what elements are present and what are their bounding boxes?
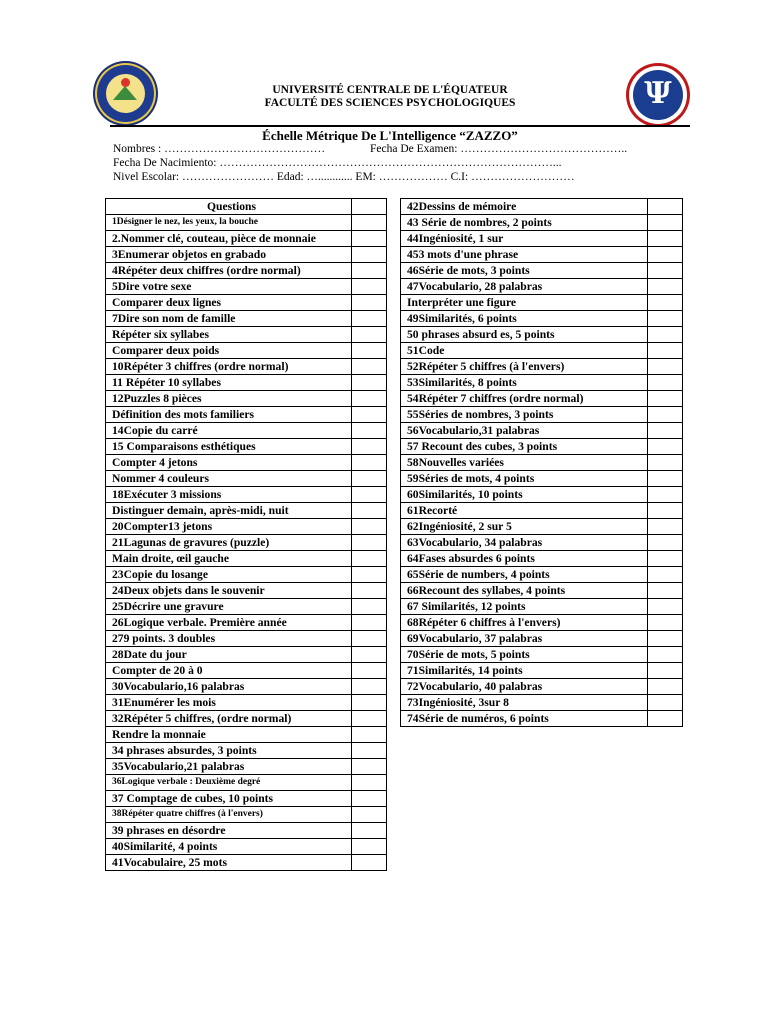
score-cell[interactable] bbox=[648, 375, 683, 391]
question-label: Rendre la monnaie bbox=[106, 727, 352, 743]
table-header-row bbox=[106, 199, 387, 215]
question-label: 50 phrases absurd es, 5 points bbox=[401, 327, 648, 343]
table-row bbox=[106, 599, 387, 615]
score-cell[interactable] bbox=[648, 503, 683, 519]
score-cell[interactable] bbox=[648, 631, 683, 647]
table-row bbox=[106, 615, 387, 631]
table-row bbox=[106, 503, 387, 519]
table-row bbox=[106, 359, 387, 375]
score-cell[interactable] bbox=[352, 439, 387, 455]
score-cell[interactable] bbox=[352, 391, 387, 407]
table-row bbox=[401, 455, 683, 471]
table-row bbox=[106, 311, 387, 327]
question-label: 21Lagunas de gravures (puzzle) bbox=[106, 535, 352, 551]
score-cell[interactable] bbox=[648, 359, 683, 375]
score-cell[interactable] bbox=[648, 343, 683, 359]
score-cell[interactable] bbox=[648, 567, 683, 583]
score-cell[interactable] bbox=[352, 263, 387, 279]
table-row bbox=[106, 791, 387, 807]
table-row bbox=[401, 439, 683, 455]
question-label: 54Répéter 7 chiffres (ordre normal) bbox=[401, 391, 648, 407]
question-label: 64Fases absurdes 6 points bbox=[401, 551, 648, 567]
question-label: 15 Comparaisons esthétiques bbox=[106, 439, 352, 455]
table-row bbox=[106, 423, 387, 439]
question-label: Main droite, œil gauche bbox=[106, 551, 352, 567]
question-label: 23Copie du losange bbox=[106, 567, 352, 583]
score-cell[interactable] bbox=[352, 647, 387, 663]
question-label: 65Série de numbers, 4 points bbox=[401, 567, 648, 583]
table-row bbox=[106, 807, 387, 823]
score-cell[interactable] bbox=[648, 695, 683, 711]
score-cell[interactable] bbox=[648, 439, 683, 455]
table-row bbox=[401, 295, 683, 311]
table-row bbox=[106, 215, 387, 231]
table-row bbox=[106, 855, 387, 871]
question-label: Compter de 20 à 0 bbox=[106, 663, 352, 679]
question-label: 30Vocabulario,16 palabras bbox=[106, 679, 352, 695]
table-row bbox=[401, 359, 683, 375]
score-cell[interactable] bbox=[352, 727, 387, 743]
score-cell[interactable] bbox=[648, 215, 683, 231]
table-row bbox=[106, 327, 387, 343]
question-label: 2.Nommer clé, couteau, pièce de monnaie bbox=[106, 231, 352, 247]
score-cell[interactable] bbox=[648, 647, 683, 663]
questions-table-left bbox=[105, 198, 387, 871]
question-label: 279 points. 3 doubles bbox=[106, 631, 352, 647]
score-cell[interactable] bbox=[352, 247, 387, 263]
question-label: 66Recount des syllabes, 4 points bbox=[401, 583, 648, 599]
score-cell[interactable] bbox=[648, 407, 683, 423]
table-row bbox=[401, 247, 683, 263]
question-label: 57 Recount des cubes, 3 points bbox=[401, 439, 648, 455]
score-cell[interactable] bbox=[352, 519, 387, 535]
score-cell[interactable] bbox=[648, 311, 683, 327]
score-cell[interactable] bbox=[352, 695, 387, 711]
question-label: 20Compter13 jetons bbox=[106, 519, 352, 535]
question-label: 74Série de numéros, 6 points bbox=[401, 711, 648, 727]
score-cell[interactable] bbox=[352, 343, 387, 359]
score-cell[interactable] bbox=[648, 583, 683, 599]
question-label: 51Code bbox=[401, 343, 648, 359]
table-row bbox=[106, 679, 387, 695]
table-row bbox=[401, 279, 683, 295]
question-label: 24Deux objets dans le souvenir bbox=[106, 583, 352, 599]
document-title: Échelle Métrique De L'Intelligence “ZAZZO” bbox=[262, 128, 518, 143]
table-row bbox=[401, 679, 683, 695]
score-cell[interactable] bbox=[648, 279, 683, 295]
score-cell[interactable] bbox=[352, 759, 387, 775]
table-row bbox=[106, 727, 387, 743]
score-cell[interactable] bbox=[352, 487, 387, 503]
question-label: 46Série de mots, 3 points bbox=[401, 263, 648, 279]
table-row bbox=[401, 391, 683, 407]
table-row bbox=[401, 327, 683, 343]
table-row bbox=[106, 775, 387, 791]
table-row bbox=[106, 695, 387, 711]
question-label: 43 Série de nombres, 2 points bbox=[401, 215, 648, 231]
score-cell[interactable] bbox=[648, 663, 683, 679]
table-row bbox=[106, 279, 387, 295]
score-cell[interactable] bbox=[352, 791, 387, 807]
nombres-field[interactable]: Nombres : …………………………………… bbox=[113, 143, 326, 155]
table-row bbox=[106, 343, 387, 359]
table-row bbox=[401, 535, 683, 551]
table-row bbox=[401, 647, 683, 663]
score-cell[interactable] bbox=[352, 535, 387, 551]
score-cell[interactable] bbox=[352, 711, 387, 727]
table-row bbox=[106, 759, 387, 775]
question-label: 12Puzzles 8 pièces bbox=[106, 391, 352, 407]
question-label: 35Vocabulario,21 palabras bbox=[106, 759, 352, 775]
question-label: 10Répéter 3 chiffres (ordre normal) bbox=[106, 359, 352, 375]
score-cell[interactable] bbox=[352, 615, 387, 631]
score-cell[interactable] bbox=[352, 455, 387, 471]
score-cell[interactable] bbox=[352, 807, 387, 823]
university-name: UNIVERSITÉ CENTRALE DE L'ÉQUATEUR bbox=[272, 84, 508, 96]
psi-glyph: Ψ bbox=[644, 76, 672, 111]
table-row bbox=[401, 263, 683, 279]
table-row bbox=[401, 567, 683, 583]
score-cell[interactable] bbox=[648, 519, 683, 535]
table-row bbox=[106, 391, 387, 407]
question-label: 36Logique verbale : Deuxième degré bbox=[106, 775, 352, 791]
table-row bbox=[106, 471, 387, 487]
table-row bbox=[401, 231, 683, 247]
header-divider bbox=[110, 125, 690, 127]
table-row bbox=[106, 487, 387, 503]
question-label: 31Enumérer les mois bbox=[106, 695, 352, 711]
table-row bbox=[401, 471, 683, 487]
question-label: 38Répéter quatre chiffres (à l'envers) bbox=[106, 807, 352, 823]
score-cell[interactable] bbox=[648, 247, 683, 263]
table-row bbox=[106, 711, 387, 727]
question-label: 53Similarités, 8 points bbox=[401, 375, 648, 391]
question-label: 73Ingéniosité, 3sur 8 bbox=[401, 695, 648, 711]
fecha-examen-field[interactable]: Fecha De Examen: …………………………………….. bbox=[370, 143, 628, 155]
score-cell[interactable] bbox=[352, 279, 387, 295]
question-label: 56Vocabulario,31 palabras bbox=[401, 423, 648, 439]
table-row bbox=[401, 311, 683, 327]
question-label: 62Ingéniosité, 2 sur 5 bbox=[401, 519, 648, 535]
question-label: Comparer deux poids bbox=[106, 343, 352, 359]
score-cell[interactable] bbox=[352, 215, 387, 231]
table-row bbox=[401, 487, 683, 503]
score-cell[interactable] bbox=[352, 327, 387, 343]
table-row bbox=[401, 583, 683, 599]
score-cell[interactable] bbox=[648, 487, 683, 503]
table-row bbox=[106, 295, 387, 311]
question-label: 42Dessins de mémoire bbox=[401, 199, 648, 215]
seal-mountain-icon bbox=[113, 86, 137, 100]
score-cell[interactable] bbox=[352, 407, 387, 423]
question-label: 40Similarité, 4 points bbox=[106, 839, 352, 855]
score-cell[interactable] bbox=[648, 199, 683, 215]
table-row bbox=[106, 647, 387, 663]
table-row bbox=[401, 695, 683, 711]
question-label: 18Exécuter 3 missions bbox=[106, 487, 352, 503]
table-row bbox=[106, 247, 387, 263]
question-label: 26Logique verbale. Première année bbox=[106, 615, 352, 631]
table-row bbox=[401, 631, 683, 647]
question-label: 7Dire son nom de famille bbox=[106, 311, 352, 327]
question-label: 41Vocabulaire, 25 mots bbox=[106, 855, 352, 871]
question-label: 69Vocabulario, 37 palabras bbox=[401, 631, 648, 647]
score-cell[interactable] bbox=[648, 599, 683, 615]
score-cell[interactable] bbox=[352, 743, 387, 759]
table-row bbox=[401, 407, 683, 423]
table-row bbox=[106, 535, 387, 551]
question-label: Comparer deux lignes bbox=[106, 295, 352, 311]
question-label: 34 phrases absurdes, 3 points bbox=[106, 743, 352, 759]
score-cell[interactable] bbox=[352, 311, 387, 327]
question-label: 3Enumerar objetos en grabado bbox=[106, 247, 352, 263]
table-row bbox=[106, 631, 387, 647]
question-label: Interpréter une figure bbox=[401, 295, 648, 311]
score-cell[interactable] bbox=[648, 391, 683, 407]
question-label: 63Vocabulario, 34 palabras bbox=[401, 535, 648, 551]
score-cell[interactable] bbox=[352, 471, 387, 487]
table-row bbox=[106, 439, 387, 455]
score-cell[interactable] bbox=[648, 535, 683, 551]
question-label: 453 mots d'une phrase bbox=[401, 247, 648, 263]
question-label: 59Séries de mots, 4 points bbox=[401, 471, 648, 487]
score-cell[interactable] bbox=[648, 471, 683, 487]
table-row bbox=[106, 823, 387, 839]
score-cell[interactable] bbox=[352, 567, 387, 583]
table-row bbox=[106, 839, 387, 855]
score-cell[interactable] bbox=[352, 823, 387, 839]
table-row bbox=[106, 551, 387, 567]
table-row bbox=[401, 199, 683, 215]
question-label: 71Similarités, 14 points bbox=[401, 663, 648, 679]
table-row bbox=[401, 503, 683, 519]
table-row bbox=[401, 663, 683, 679]
question-label: 14Copie du carré bbox=[106, 423, 352, 439]
question-label: 28Date du jour bbox=[106, 647, 352, 663]
table-row bbox=[401, 599, 683, 615]
question-label: 49Similarités, 6 points bbox=[401, 311, 648, 327]
question-label: 32Répéter 5 chiffres, (ordre normal) bbox=[106, 711, 352, 727]
score-cell[interactable] bbox=[648, 263, 683, 279]
fecha-nacimiento-field[interactable]: Fecha De Nacimiento: ……………………………………………………………………………... bbox=[113, 157, 562, 169]
score-cell[interactable] bbox=[648, 231, 683, 247]
question-label: 61Recorté bbox=[401, 503, 648, 519]
table-row bbox=[106, 455, 387, 471]
score-cell[interactable] bbox=[352, 359, 387, 375]
question-label: 25Décrire une gravure bbox=[106, 599, 352, 615]
question-label: 55Séries de nombres, 3 points bbox=[401, 407, 648, 423]
score-cell[interactable] bbox=[352, 583, 387, 599]
score-cell[interactable] bbox=[648, 423, 683, 439]
score-cell[interactable] bbox=[648, 615, 683, 631]
question-label: 11 Répéter 10 syllabes bbox=[106, 375, 352, 391]
table-row bbox=[401, 519, 683, 535]
table-row bbox=[401, 215, 683, 231]
form-line-1 bbox=[113, 142, 627, 156]
score-cell[interactable] bbox=[352, 855, 387, 871]
score-cell[interactable] bbox=[352, 231, 387, 247]
questions-header: Questions bbox=[106, 199, 352, 215]
score-cell[interactable] bbox=[352, 775, 387, 791]
table-row bbox=[106, 407, 387, 423]
question-label: 60Similarités, 10 points bbox=[401, 487, 648, 503]
table-row bbox=[106, 663, 387, 679]
question-label: Définition des mots familiers bbox=[106, 407, 352, 423]
score-cell[interactable] bbox=[648, 711, 683, 727]
question-label: 1Désigner le nez, les yeux, la bouche bbox=[106, 215, 352, 231]
question-label: 37 Comptage de cubes, 10 points bbox=[106, 791, 352, 807]
question-label: 68Répéter 6 chiffres à l'envers) bbox=[401, 615, 648, 631]
score-cell[interactable] bbox=[648, 455, 683, 471]
question-label: 70Série de mots, 5 points bbox=[401, 647, 648, 663]
question-label: 67 Similarités, 12 points bbox=[401, 599, 648, 615]
question-label: 39 phrases en désordre bbox=[106, 823, 352, 839]
score-cell[interactable] bbox=[352, 375, 387, 391]
table-row bbox=[106, 375, 387, 391]
score-cell[interactable] bbox=[352, 295, 387, 311]
faculty-name: FACULTÉ DES SCIENCES PSYCHOLOGIQUES bbox=[264, 97, 516, 109]
question-label: Distinguer demain, après-midi, nuit bbox=[106, 503, 352, 519]
table-row bbox=[401, 615, 683, 631]
table-row bbox=[106, 583, 387, 599]
question-label: Compter 4 jetons bbox=[106, 455, 352, 471]
score-cell[interactable] bbox=[352, 631, 387, 647]
psi-faculty-seal-icon bbox=[626, 63, 690, 127]
score-cell[interactable] bbox=[648, 551, 683, 567]
table-row bbox=[401, 343, 683, 359]
score-cell[interactable] bbox=[648, 327, 683, 343]
score-cell[interactable] bbox=[352, 199, 387, 215]
score-cell[interactable] bbox=[648, 679, 683, 695]
score-cell[interactable] bbox=[352, 663, 387, 679]
score-cell[interactable] bbox=[648, 295, 683, 311]
institution-header bbox=[200, 84, 580, 110]
question-label: 5Dire votre sexe bbox=[106, 279, 352, 295]
table-row bbox=[106, 519, 387, 535]
table-row bbox=[106, 231, 387, 247]
university-seal-icon bbox=[93, 61, 158, 126]
score-cell[interactable] bbox=[352, 503, 387, 519]
table-row bbox=[401, 375, 683, 391]
score-cell[interactable] bbox=[352, 839, 387, 855]
question-label: 58Nouvelles variées bbox=[401, 455, 648, 471]
table-row bbox=[106, 567, 387, 583]
nivel-edad-em-ci-field[interactable]: Nivel Escolar: …………………… Edad: …............ EM: ……………… C.I: ……………………… bbox=[113, 171, 575, 183]
table-row bbox=[106, 743, 387, 759]
table-row bbox=[401, 551, 683, 567]
question-label: 72Vocabulario, 40 palabras bbox=[401, 679, 648, 695]
table-row bbox=[106, 263, 387, 279]
question-label: 52Répéter 5 chiffres (à l'envers) bbox=[401, 359, 648, 375]
questions-table-right bbox=[400, 198, 683, 727]
question-label: Répéter six syllabes bbox=[106, 327, 352, 343]
question-label: Nommer 4 couleurs bbox=[106, 471, 352, 487]
question-label: 47Vocabulario, 28 palabras bbox=[401, 279, 648, 295]
table-row bbox=[401, 711, 683, 727]
score-cell[interactable] bbox=[352, 599, 387, 615]
question-label: 4Répéter deux chiffres (ordre normal) bbox=[106, 263, 352, 279]
score-cell[interactable] bbox=[352, 423, 387, 439]
score-cell[interactable] bbox=[352, 551, 387, 567]
question-label: 44Ingéniosité, 1 sur bbox=[401, 231, 648, 247]
table-row bbox=[401, 423, 683, 439]
score-cell[interactable] bbox=[352, 679, 387, 695]
